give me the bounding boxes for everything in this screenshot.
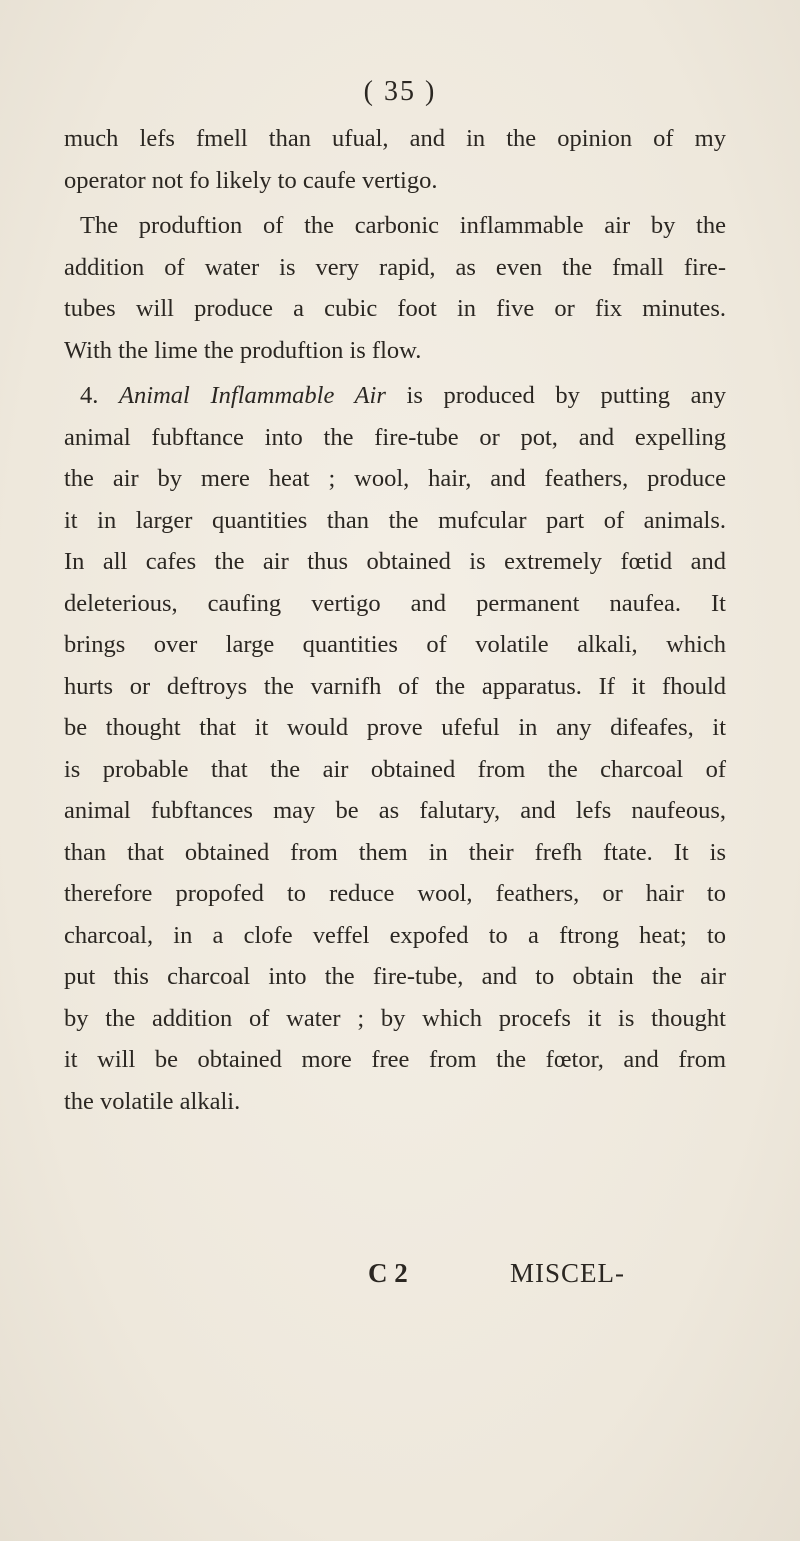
text-line: deleterious, caufing vertigo and permanent naufea. It (64, 589, 726, 617)
body-text (64, 118, 726, 1122)
text-line: is probable that the air obtained from the charcoal of (64, 755, 726, 783)
text-line: addition of water is very rapid, as even the fmall fire- (64, 253, 726, 281)
text-fragment: is produced by putting any (406, 382, 726, 409)
text-line: The produftion of the carbonic inflammable air by the (80, 212, 726, 239)
page-footer (0, 1258, 800, 1298)
paragraph-carbonic-air (64, 205, 726, 371)
section-number: 4. (80, 382, 99, 409)
paragraph-animal-air (64, 375, 726, 1122)
section-heading: Animal Inflammable Air (119, 382, 386, 409)
text-line: With the lime the produftion is flow. (64, 336, 422, 364)
text-line: be thought that it would prove ufeful in any difeafes, it (64, 714, 726, 741)
text-line: hurts or deftroys the varnifh of the apparatus. If it fhould (64, 672, 726, 700)
page-number: ( 35 ) (363, 76, 437, 107)
text-line: put this charcoal into the fire-tube, and to obtain the air (64, 963, 726, 990)
text-line: therefore propofed to reduce wool, feathers, or hair to (64, 880, 726, 907)
text-line: the volatile alkali. (64, 1087, 241, 1115)
text-line: animal fubftance into the fire-tube or pot, and expelling (64, 423, 726, 451)
text-line: the air by mere heat ; wool, hair, and feathers, produce (64, 465, 726, 492)
catchword: MISCEL- (510, 1258, 625, 1288)
text-line: by the addition of water ; by which procefs it is thought (64, 1004, 726, 1032)
text-line: operator not fo likely to caufe vertigo. (64, 166, 438, 194)
text-line: tubes will produce a cubic foot in five or fix minutes. (64, 295, 726, 322)
paragraph-continuation (64, 118, 726, 201)
text-line: In all cafes the air thus obtained is extremely fœtid and (64, 548, 726, 575)
text-line: it will be obtained more free from the fœtor, and from (64, 1046, 726, 1073)
text-line: than that obtained from them in their frefh ftate. It is (64, 838, 726, 866)
text-line: animal fubftances may be as falutary, and lefs naufeous, (64, 797, 726, 824)
text-line: brings over large quantities of volatile alkali, which (64, 631, 726, 658)
text-line: charcoal, in a clofe veffel expofed to a ftrong heat; to (64, 921, 726, 949)
text-line (64, 375, 726, 417)
text-line: much lefs fmell than ufual, and in the opinion of my (64, 125, 726, 152)
signature-mark: C 2 (368, 1258, 408, 1288)
text-line: it in larger quantities than the mufcular part of animals. (64, 506, 726, 534)
